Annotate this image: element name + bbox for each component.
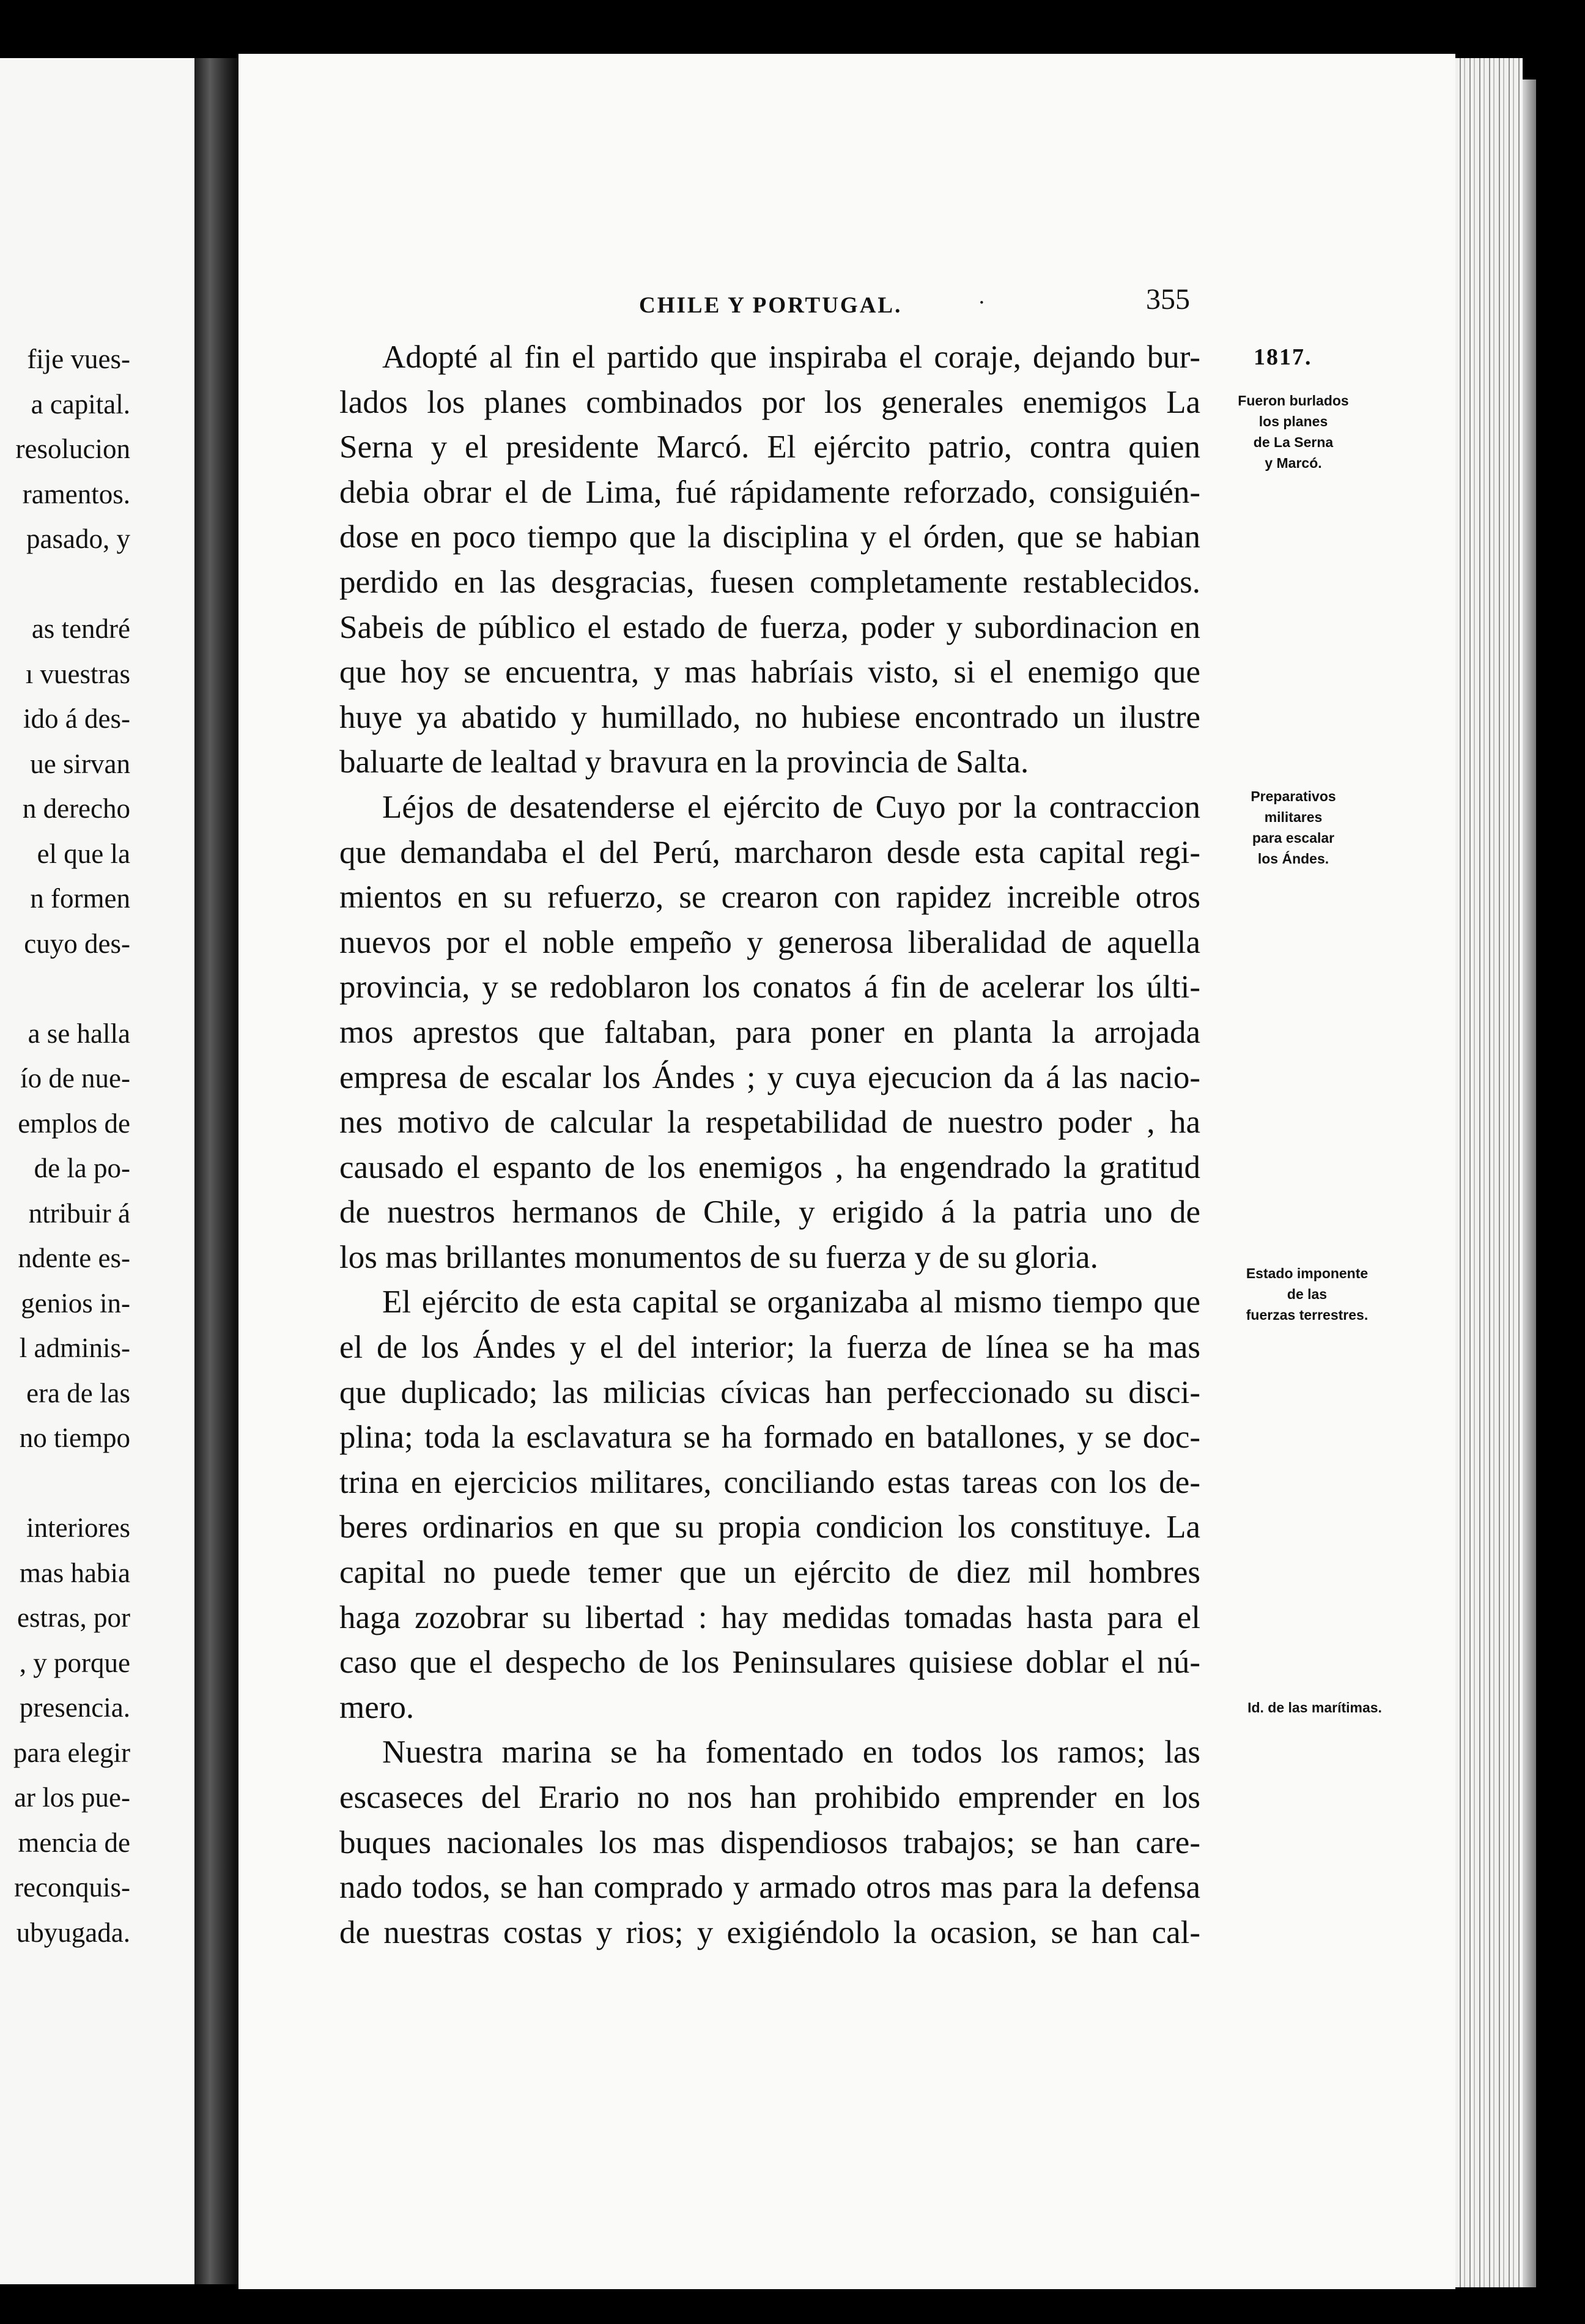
left-line: genios in- <box>21 1287 130 1319</box>
sidenote-line: Fueron burlados <box>1238 393 1349 409</box>
page-edges <box>1455 58 1523 2287</box>
text-line: perdido en las desgracias, fuesen completamente restablecidos. <box>339 564 1200 600</box>
text-line: capital no puede temer que un ejército de diez mil hombres <box>339 1555 1200 1591</box>
sidenote-preparativos <box>1232 786 1354 869</box>
text-line: lados los planes combinados por los generales enemigos La <box>339 384 1200 420</box>
left-page-text <box>13 337 130 1955</box>
left-line: a se halla <box>28 1018 130 1049</box>
text-line: Sabeis de público el estado de fuerza, poder y subordinacion en <box>339 609 1200 645</box>
text-line: nes motivo de calcular la respetabilidad de nuestro poder , ha <box>339 1105 1200 1141</box>
left-line: n formen <box>30 883 130 914</box>
sidenote-year: 1817. <box>1254 344 1312 370</box>
sidenote-line: de las <box>1287 1286 1328 1302</box>
left-line: mas habia <box>19 1557 130 1588</box>
left-line: pasado, y <box>26 524 130 554</box>
text-line: buques nacionales los mas dispendiosos trabajos; se han care- <box>339 1824 1200 1860</box>
left-line: cuyo des- <box>24 928 130 959</box>
sidenote-line: los Ándes. <box>1257 851 1329 867</box>
text-line: que hoy se encuentra, y mas habríais visto, si el enemigo que <box>339 654 1200 690</box>
sidenote-line: los planes <box>1258 413 1328 429</box>
text-line: dose en poco tiempo que la disciplina y el órden, que se habian <box>339 519 1200 555</box>
left-facing-page <box>0 58 194 2284</box>
text-line: Léjos de desatenderse el ejército de Cuyo por la contraccion <box>382 789 1200 825</box>
left-line: reconquis- <box>14 1872 130 1903</box>
sidenote-line: para escalar <box>1252 830 1335 846</box>
body-text <box>339 335 1200 1955</box>
text-line: que duplicado; las milicias cívicas han perfeccionado su disci- <box>339 1374 1200 1410</box>
book-gutter <box>194 58 238 2284</box>
sidenote-line: y Marcó. <box>1265 455 1322 471</box>
text-line: Serna y el presidente Marcó. El ejército patrio, contra quien <box>339 429 1200 465</box>
text-line: Nuestra marina se ha fomentado en todos los ramos; las <box>382 1734 1200 1771</box>
left-line: as tendré <box>31 613 130 644</box>
text-line: provincia, y se redoblaron los conatos á fin de acelerar los últi- <box>339 969 1200 1005</box>
sidenote-line: Estado imponente <box>1246 1265 1369 1281</box>
left-line: n derecho <box>22 793 130 824</box>
left-line <box>13 1461 130 1506</box>
text-line: El ejército de esta capital se organizaba al mismo tiempo que <box>382 1284 1200 1320</box>
text-line: escaseces del Erario no nos han prohibido emprender en los <box>339 1780 1200 1815</box>
sidenote-line: Id. de las marítimas. <box>1247 1700 1382 1715</box>
header-dot: · <box>978 290 985 315</box>
text-line: huye ya abatido y humillado, no hubiese encontrado un ilustre <box>339 699 1200 735</box>
text-line: de nuestros hermanos de Chile, y erigido á la patria uno de <box>339 1194 1200 1230</box>
left-line: resolucion <box>15 434 130 464</box>
sidenote-line: fuerzas terrestres. <box>1246 1307 1369 1323</box>
left-line: el que la <box>37 838 130 869</box>
left-line: fije vues- <box>27 344 130 374</box>
sidenote-maritimas <box>1223 1697 1406 1718</box>
text-line: el de los Ándes y el del interior; la fuerza de línea se ha mas <box>339 1330 1200 1366</box>
left-line <box>13 966 130 1012</box>
text-line: causado el espanto de los enemigos , ha engendrado la gratitud <box>339 1149 1200 1185</box>
left-line: para elegir <box>13 1737 130 1768</box>
text-line: que demandaba el del Perú, marcharon desde esta capital regi- <box>339 834 1200 870</box>
text-line: los mas brillantes monumentos de su fuerza y de su gloria. <box>339 1239 1098 1275</box>
sidenote-estado <box>1223 1263 1391 1325</box>
left-line: interiores <box>26 1512 130 1543</box>
left-line: ío de nue- <box>20 1063 130 1094</box>
book-edge-shadow <box>1523 80 1536 2287</box>
text-line: haga zozobrar su libertad : hay medidas tomadas hasta para el <box>339 1599 1200 1635</box>
text-line: mero. <box>339 1689 415 1725</box>
left-line: l adminis- <box>19 1333 130 1363</box>
sidenote-line: militares <box>1264 809 1323 825</box>
text-line: nado todos, se han comprado y armado otros mas para la defensa <box>339 1870 1200 1906</box>
left-line: a capital. <box>31 388 130 420</box>
left-line: ubyugada. <box>16 1917 130 1948</box>
sidenote-line: de La Serna <box>1253 434 1334 450</box>
left-line: ndente es- <box>18 1243 130 1273</box>
text-line: debia obrar el de Lima, fué rápidamente reforzado, consiguién- <box>339 474 1200 510</box>
left-line: de la po- <box>34 1153 130 1183</box>
left-line: ue sirvan <box>30 748 130 779</box>
left-line <box>13 562 130 607</box>
text-line: mos aprestos que faltaban, para poner en planta la arrojada <box>339 1014 1200 1050</box>
left-line: presencia. <box>19 1692 130 1723</box>
left-line: ntribuir á <box>28 1197 130 1229</box>
text-line: de nuestras costas y rios; y exigiéndolo la ocasion, se han cal- <box>339 1914 1200 1950</box>
left-line: ı vuestras <box>25 658 130 689</box>
page-number: 355 <box>1146 283 1190 316</box>
left-line: no tiempo <box>19 1423 130 1453</box>
left-line: , y porque <box>19 1647 130 1678</box>
text-line: beres ordinarios en que su propia condicion los constituye. La <box>339 1509 1200 1545</box>
left-line: era de las <box>26 1377 130 1408</box>
left-line: ramentos. <box>22 478 130 509</box>
sidenote-burlados <box>1226 390 1361 473</box>
text-line: mientos en su refuerzo, se crearon con rapidez increible otros <box>339 879 1200 916</box>
left-line: estras, por <box>17 1602 130 1633</box>
text-line: nuevos por el noble empeño y generosa liberalidad de aquella <box>339 924 1200 960</box>
text-line: empresa de escalar los Ándes ; y cuya ejecucion da á las nacio- <box>339 1059 1200 1095</box>
text-line: plina; toda la esclavatura se ha formado en batallones, y se doc- <box>339 1419 1200 1456</box>
text-line: caso que el despecho de los Peninsulares quisiese doblar el nú- <box>339 1645 1200 1681</box>
text-line: Adopté al fin el partido que inspiraba el coraje, dejando bur- <box>382 339 1200 375</box>
sidenote-line: Preparativos <box>1251 788 1336 804</box>
text-line: trina en ejercicios militares, conciliando estas tareas con los de- <box>339 1464 1200 1500</box>
text-line: baluarte de lealtad y bravura en la provincia de Salta. <box>339 744 1029 780</box>
running-header: CHILE Y PORTUGAL. <box>639 293 903 318</box>
left-line: ido á des- <box>23 703 130 734</box>
left-line: mencia de <box>18 1827 130 1858</box>
left-line: ar los pue- <box>14 1782 130 1813</box>
left-line: emplos de <box>18 1108 130 1139</box>
